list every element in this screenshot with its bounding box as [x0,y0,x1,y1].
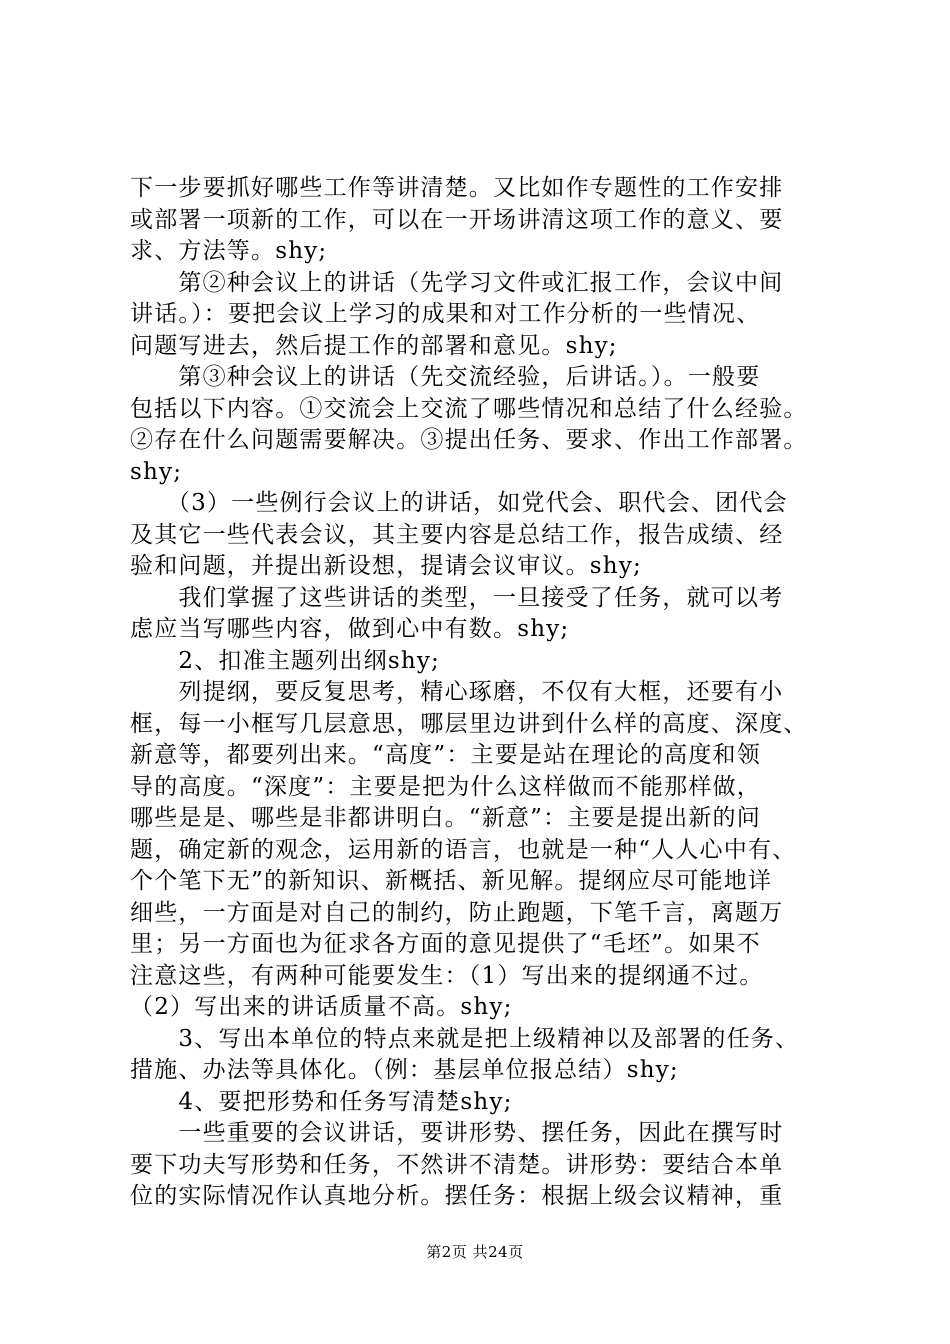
text-line: 2、扣准主题列出纲shy; [130,647,440,674]
text-line: 3、写出本单位的特点来就是把上级精神以及部署的任务、 [130,1025,800,1052]
text-line: 问题写进去，然后提工作的部署和意见。shy; [130,332,618,359]
text-line: 4、要把形势和任务写清楚shy; [130,1088,513,1115]
text-line: ②存在什么问题需要解决。③提出任务、要求、作出工作部署。 [130,427,808,453]
text-line: 求、方法等。shy; [130,238,328,264]
text-line: 我们掌握了这些讲话的类型，一旦接受了任务，就可以考 [130,584,784,611]
text-line: 一些重要的会议讲话，要讲形势、摆任务，因此在撰写时 [130,1120,784,1146]
page-number-footer: 第2页 共24页 [426,1243,524,1261]
text-line: 导的高度。“深度”：主要是把为什么这样做而不能那样做， [130,773,761,800]
text-line: 第③种会议上的讲话（先交流经验，后讲话。）。一般要 [130,364,761,390]
text-line: （2）写出来的讲话质量不高。shy; [130,994,513,1020]
text-line: 下一步要抓好哪些工作等讲清楚。又比如作专题性的工作安排 [130,175,784,201]
text-line: 验和问题，并提出新设想，提请会议审议。shy; [130,553,642,579]
text-line: 及其它一些代表会议，其主要内容是总结工作，报告成绩、经 [130,521,784,548]
text-line: 哪些是是、哪些是非都讲明白。“新意”：主要是提出新的问 [130,805,761,831]
text-line: 个个笔下无”的新知识、新概括、新见解。提纲应尽可能地详 [130,868,773,894]
text-line: shy; [130,458,183,485]
text-line: 框，每一小框写几层意思，哪层里边讲到什么样的高度、深度、 [130,710,808,737]
text-line: 措施、办法等具体化。（例：基层单位报总结）shy; [130,1057,679,1083]
text-line: 包括以下内容。①交流会上交流了哪些情况和总结了什么经验。 [130,395,808,422]
text-line: （3）一些例行会议上的讲话，如党代会、职代会、团代会 [130,490,788,516]
text-line: 讲话。）：要把会议上学习的成果和对工作分析的一些情况、 [130,301,761,327]
text-line: 列提纲，要反复思考，精心琢磨，不仅有大框，还要有小 [130,679,784,705]
text-line: 第②种会议上的讲话（先学习文件或汇报工作，会议中间 [130,269,784,296]
text-line: 细些，一方面是对自己的制约，防止跑题，下笔千言，离题万 [130,899,784,926]
text-line: 新意等，都要列出来。“高度”：主要是站在理论的高度和领 [130,742,761,768]
text-line: 注意这些，有两种可能要发生：（1）写出来的提纲通不过。 [130,962,764,989]
text-line: 或部署一项新的工作，可以在一开场讲清这项工作的意义、要 [130,206,784,233]
document-body [130,173,840,1213]
text-line: 位的实际情况作认真地分析。摆任务：根据上级会议精神，重 [130,1183,784,1209]
text-line: 要下功夫写形势和任务，不然讲不清楚。讲形势：要结合本单 [130,1151,784,1178]
text-line: 里；另一方面也为征求各方面的意见提供了“毛坯”。如果不 [130,931,761,957]
text-line: 题，确定新的观念，运用新的语言，也就是一种“人人心中有、 [130,836,797,863]
text-line: 虑应当写哪些内容，做到心中有数。shy; [130,616,570,642]
